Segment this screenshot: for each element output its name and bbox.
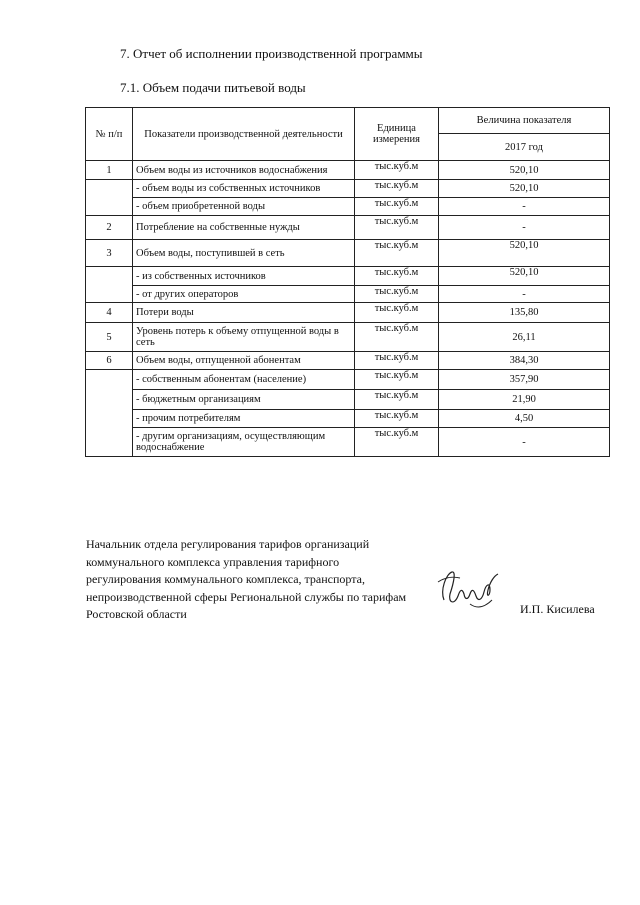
signatory-position: Начальник отдела регулирования тарифов организаций коммунального комплекса управления тарифного регулирования коммунального комплекса, транспорта, непроизводственной сферы Региональной службы по тарифам Ростовской области bbox=[86, 537, 407, 621]
row-name: Объем воды, отпущенной абонентам bbox=[133, 352, 355, 370]
row-name: - объем воды из собственных источников bbox=[133, 180, 355, 198]
row-value: 520,10 bbox=[439, 180, 610, 198]
row-value: 4,50 bbox=[439, 410, 610, 428]
row-unit: тыс.куб.м bbox=[355, 286, 439, 303]
row-unit: тыс.куб.м bbox=[355, 267, 439, 286]
row-value: 26,11 bbox=[439, 323, 610, 352]
table-row bbox=[86, 286, 610, 303]
row-unit: тыс.куб.м bbox=[355, 198, 439, 216]
row-num: 5 bbox=[86, 323, 133, 352]
row-name: Потери воды bbox=[133, 303, 355, 323]
row-name: Объем воды из источников водоснабжения bbox=[133, 161, 355, 180]
row-unit: тыс.куб.м bbox=[355, 180, 439, 198]
table-row bbox=[86, 303, 610, 323]
header-num: № п/п bbox=[86, 108, 133, 161]
row-unit: тыс.куб.м bbox=[355, 390, 439, 410]
row-name: - объем приобретенной воды bbox=[133, 198, 355, 216]
table-row bbox=[86, 390, 610, 410]
row-unit: тыс.куб.м bbox=[355, 161, 439, 180]
row-value: 384,30 bbox=[439, 352, 610, 370]
row-unit: тыс.куб.м bbox=[355, 303, 439, 323]
row-value: 21,90 bbox=[439, 390, 610, 410]
row-unit: тыс.куб.м bbox=[355, 370, 439, 390]
subsection-heading: 7.1. Объем подачи питьевой воды bbox=[120, 80, 306, 95]
table-row bbox=[86, 267, 610, 286]
table-row bbox=[86, 180, 610, 198]
row-name: - собственным абонентам (население) bbox=[133, 370, 355, 390]
row-unit: тыс.куб.м bbox=[355, 323, 439, 352]
table-row bbox=[86, 428, 610, 457]
table-row bbox=[86, 161, 610, 180]
row-num bbox=[86, 267, 133, 303]
row-num bbox=[86, 180, 133, 216]
header-indicator: Показатели производственной деятельности bbox=[133, 108, 355, 161]
row-name: - другим организациям, осуществляющим водоснабжение bbox=[133, 428, 355, 457]
row-value: 520,10 bbox=[439, 161, 610, 180]
table-row bbox=[86, 323, 610, 352]
row-num bbox=[86, 370, 133, 457]
section-heading: 7. Отчет об исполнении производственной программы bbox=[120, 46, 423, 61]
row-name: - прочим потребителям bbox=[133, 410, 355, 428]
header-value: Величина показателя bbox=[439, 108, 610, 134]
row-value: 135,80 bbox=[439, 303, 610, 323]
row-num: 4 bbox=[86, 303, 133, 323]
row-num: 1 bbox=[86, 161, 133, 180]
header-year: 2017 год bbox=[439, 134, 610, 161]
table-row bbox=[86, 352, 610, 370]
row-name: Объем воды, поступившей в сеть bbox=[133, 240, 355, 267]
row-unit: тыс.куб.м bbox=[355, 428, 439, 457]
table-row bbox=[86, 410, 610, 428]
water-supply-table bbox=[85, 107, 610, 457]
table-row bbox=[86, 216, 610, 240]
row-num: 2 bbox=[86, 216, 133, 240]
row-name: - бюджетным организациям bbox=[133, 390, 355, 410]
handwritten-signature-icon bbox=[430, 560, 510, 620]
row-num: 3 bbox=[86, 240, 133, 267]
table-row bbox=[86, 370, 610, 390]
row-name: Потребление на собственные нужды bbox=[133, 216, 355, 240]
row-value: 520,10 bbox=[439, 267, 610, 286]
row-value: 357,90 bbox=[439, 370, 610, 390]
row-value: - bbox=[439, 198, 610, 216]
row-value: 520,10 bbox=[439, 240, 610, 267]
row-unit: тыс.куб.м bbox=[355, 352, 439, 370]
row-name: Уровень потерь к объему отпущенной воды в сеть bbox=[133, 323, 355, 352]
row-value: - bbox=[439, 428, 610, 457]
signer-name: И.П. Кисилева bbox=[520, 602, 595, 616]
row-unit: тыс.куб.м bbox=[355, 410, 439, 428]
table-row bbox=[86, 240, 610, 267]
row-value: - bbox=[439, 216, 610, 240]
row-name: - из собственных источников bbox=[133, 267, 355, 286]
header-unit: Единица измерения bbox=[355, 108, 439, 161]
row-unit: тыс.куб.м bbox=[355, 216, 439, 240]
row-value: - bbox=[439, 286, 610, 303]
table-row bbox=[86, 198, 610, 216]
row-unit: тыс.куб.м bbox=[355, 240, 439, 267]
row-num: 6 bbox=[86, 352, 133, 370]
row-name: - от других операторов bbox=[133, 286, 355, 303]
